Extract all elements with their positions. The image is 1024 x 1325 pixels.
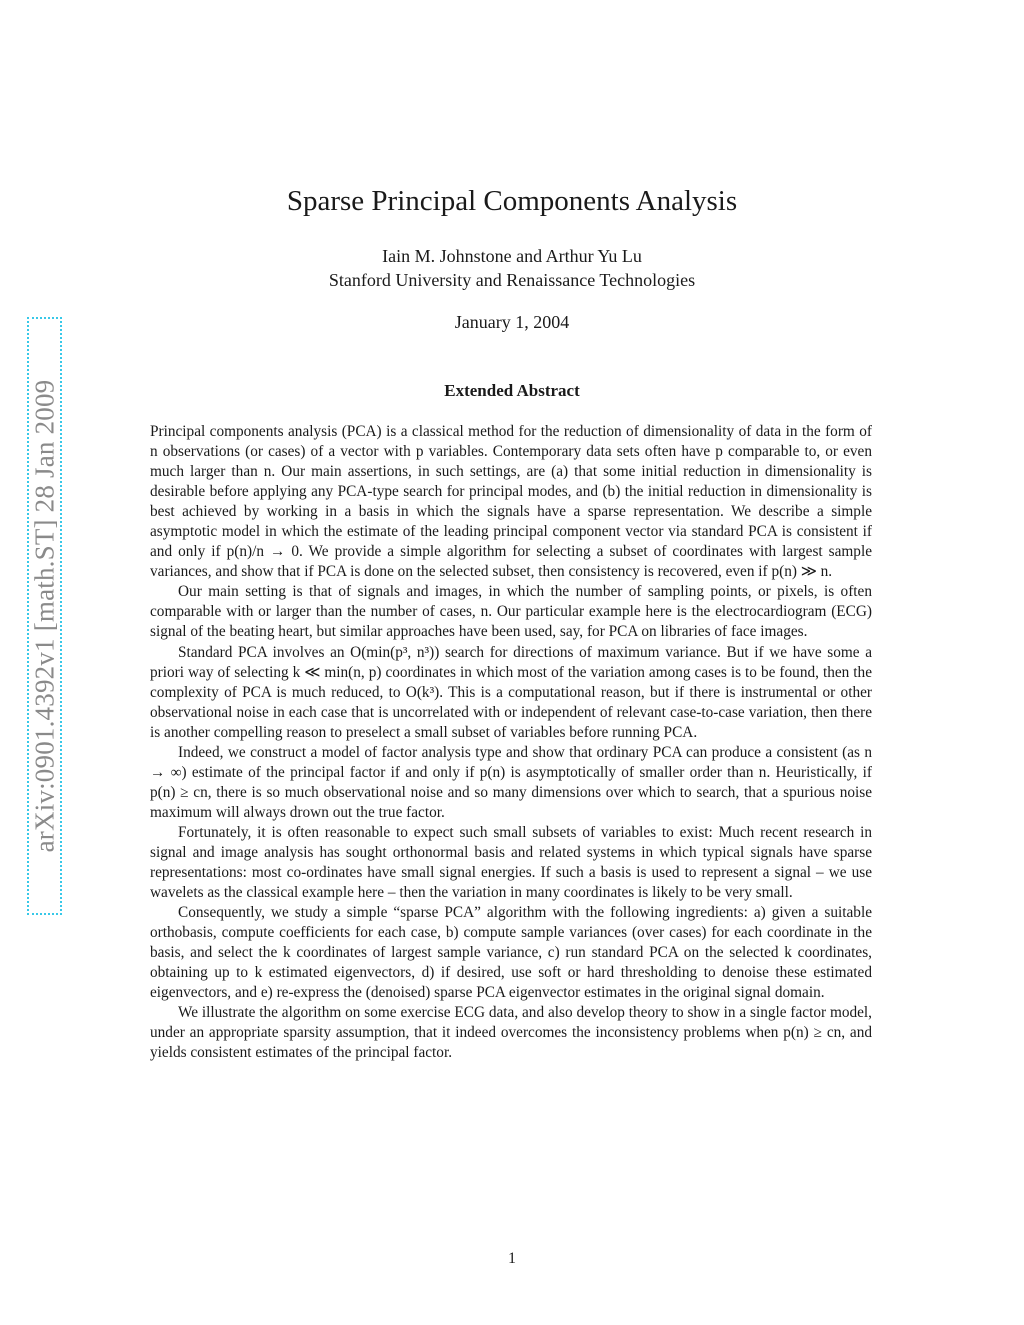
arxiv-identifier-stamp — [27, 317, 62, 915]
paper-authors: Iain M. Johnstone and Arthur Yu Lu — [382, 246, 642, 266]
paper-title: Sparse Principal Components Analysis — [286, 185, 738, 217]
abstract-body — [150, 422, 872, 1064]
abstract-paragraph: Fortunately, it is often reasonable to expect such small subsets of variables to exist: Much recent research in signal and image analysis has sought orthonormal basis and related systems in which typical signals have sparse representations: most co-ordinates have small signal energies. If such a basis is used to represent a signal – we use wavelets as the classical example here – then the variation in many coordinates is likely to be very small. — [150, 823, 872, 902]
abstract-paragraph: We illustrate the algorithm on some exercise ECG data, and also develop theory to show in a single factor model, under an appropriate sparsity assumption, that it indeed overcomes the inconsistency problems when p(n) ≥ cn, and yields consistent estimates of the principal factor. — [150, 1004, 872, 1062]
page-number: 1 — [508, 1250, 516, 1267]
abstract-paragraph: Indeed, we construct a model of factor analysis type and show that ordinary PCA can produce a consistent (as n → ∞) estimate of the principal factor if and only if p(n) is asymptotically of smaller order than n. Heuristically, if p(n) ≥ cn, there is so much observational noise and so many dimensions over which to search, that a spurious noise maximum will always drown out the true factor. — [150, 743, 872, 821]
paper-date: January 1, 2004 — [454, 312, 570, 332]
abstract-paragraph: Our main setting is that of signals and images, in which the number of sampling points, or pixels, is often comparable with or larger than the number of cases, n. Our particular example here is the electrocardiogram (ECG) signal of the beating heart, but similar approaches have been used, say, for PCA on libraries of face images. — [150, 583, 872, 641]
abstract-paragraph: Principal components analysis (PCA) is a classical method for the reduction of dimensionality of data in the form of n observations (or cases) of a vector with p variables. Contemporary data sets often have p comparable to, or even much larger than n. Our main assertions, in such settings, are (a) that some initial reduction in dimensionality is desirable before applying any PCA-type search for principal modes, and (b) the initial reduction in dimensionality is best achieved by working in a basis in which the signals have a sparse representation. We describe a simple asymptotic model in which the estimate of the leading principal component vector via standard PCA is consistent if and only if p(n)/n → 0. We provide a simple algorithm for selecting a subset of coordinates with largest sample variances, and show that if PCA is done on the selected subset, then consistency is recovered, even if p(n) ≫ n. — [150, 423, 872, 581]
abstract-paragraph: Standard PCA involves an O(min(p³, n³)) search for directions of maximum variance. But if we have some a priori way of selecting k ≪ min(n, p) coordinates in which most of the variation among cases is to be found, then the complexity of PCA is much reduced, to O(k³). This is a computational reason, but if there is instrumental or other observational noise in each case that is uncorrelated with or independent of relevant case-to-case variation, then there is another compelling reason to preselect a small subset of variables before running PCA. — [150, 643, 872, 741]
abstract-heading: Extended Abstract — [444, 381, 580, 400]
abstract-paragraph: Consequently, we study a simple “sparse PCA” algorithm with the following ingredients: a) given a suitable orthobasis, compute coefficients for each case, b) compute sample variances (over cases) for each coordinate in the basis, and select the k coordinates of largest sample variance, c) run standard PCA on the selected k coordinates, obtaining up to k estimated eigenvectors, d) if desired, use soft or hard thresholding to denoise these estimated eigenvectors, and e) re-express the (denoised) sparse PCA eigenvector estimates in the original signal domain. — [150, 904, 872, 1002]
arxiv-identifier-text: arXiv:0901.4392v1 [math.ST] 28 Jan 2009 — [29, 379, 59, 853]
paper-affiliation: Stanford University and Renaissance Technologies — [328, 270, 696, 290]
